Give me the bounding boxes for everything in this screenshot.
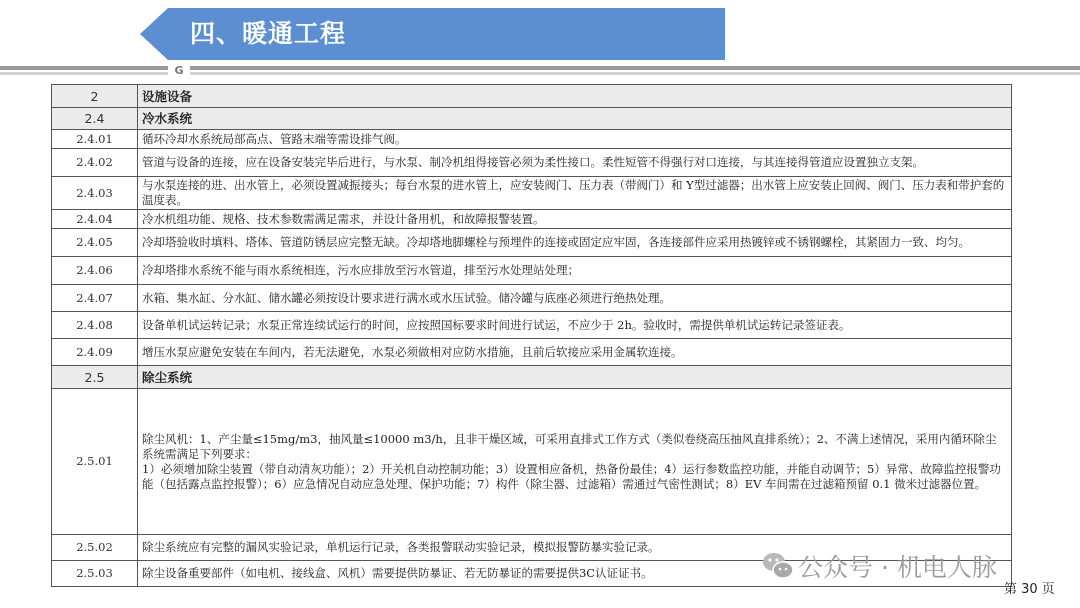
- section-code: 2.5: [52, 366, 138, 389]
- item-text: 水箱、集水缸、分水缸、储水罐必须按设计要求进行满水或水压试验。储冷罐与底座必须进行绝热处理。: [138, 285, 1012, 312]
- item-text: 除尘系统应有完整的漏风实验记录，单机运行记录，各类报警联动实验记录，模拟报警防暴实验记录。: [138, 535, 1012, 561]
- table-header-row: [52, 85, 1012, 108]
- item-code: 2.4.05: [52, 229, 138, 257]
- page-number: 第 30 页: [1004, 582, 1055, 597]
- item-text: 除尘风机：1、产尘量≤15mg/m3，抽风量≤10000 m3/h，且非干燥区域，可采用直排式工作方式（类似卷绕高压抽风直排系统）；2、不满上述情况，采用内循环除尘系统需满足下列要求： 1）必须增加除尘装置（带自动清灰功能）；2）开关机自动控制功能；3）设置相应备机，热备份最佳；4）运行参数监控功能，并能自动调节；5）异常、故障监控报警功能（包括露点监控报警）；6）应急情况自动应急处理、保护功能；7）构件（除尘器、过滤箱）需通过气密性测试；8）EV 车间需在过滤箱预留 0.1 微米过滤器位置。: [138, 389, 1012, 535]
- header-rule: [0, 66, 1080, 70]
- section-code: 2.4: [52, 108, 138, 130]
- item-code: 2.4.04: [52, 210, 138, 229]
- section-title: 冷水系统: [138, 108, 1012, 130]
- section-banner: [140, 8, 725, 60]
- item-code: 2.4.09: [52, 339, 138, 366]
- item-code: 2.4.01: [52, 130, 138, 149]
- item-text: 冷却塔排水系统不能与雨水系统相连，污水应排放至污水管道，排至污水处理站处理；: [138, 257, 1012, 285]
- item-text: 冷水机组功能、规格、技术参数需满足需求，并设计备用机，和故障报警装置。: [138, 210, 1012, 229]
- table-row: [52, 229, 1012, 257]
- table-row: [52, 339, 1012, 366]
- item-code: 2.5.02: [52, 535, 138, 561]
- item-text: 设备单机试运转记录；水泵正常连续试运行的时间，应按照国标要求时间进行试运，不应少于 2h。验收时，需提供单机试运转记录签证表。: [138, 312, 1012, 339]
- item-text: 增压水泵应避免安装在车间内，若无法避免，水泵必须做相对应防水措施，且前后软接应采用金属软连接。: [138, 339, 1012, 366]
- item-code: 2.4.07: [52, 285, 138, 312]
- header-code: 2: [52, 85, 138, 108]
- table-row: [52, 312, 1012, 339]
- section-header-row: [52, 108, 1012, 130]
- item-text: 冷却塔验收时填料、塔体、管道防锈层应完整无缺。冷却塔地脚螺栓与预埋件的连接或固定应牢固，各连接部件应采用热镀锌或不锈钢螺栓，其紧固力一致、均匀。: [138, 229, 1012, 257]
- item-text: 与水泵连接的进、出水管上，必须设置减振接头；每台水泵的进水管上，应安装阀门、压力表（带阀门）和 Y型过滤器；出水管上应安装止回阀、阀门、压力表和带护套的温度表。: [138, 177, 1012, 210]
- item-code: 2.4.03: [52, 177, 138, 210]
- table-row: [52, 177, 1012, 210]
- table-row: [52, 389, 1012, 535]
- section-title: 除尘系统: [138, 366, 1012, 389]
- item-text: 除尘设备重要部件（如电机、接线盒、风机）需要提供防暴证、若无防暴证的需要提供3C认证证书。: [138, 561, 1012, 587]
- table-row: [52, 130, 1012, 149]
- header-rule-light: [0, 72, 1080, 75]
- header-title: 设施设备: [138, 85, 1012, 108]
- specification-table: [51, 84, 1012, 587]
- item-code: 2.5.03: [52, 561, 138, 587]
- watermark-text: 公众号 · 机电人脉: [798, 553, 997, 582]
- item-code: 2.4.08: [52, 312, 138, 339]
- item-text: 循环冷却水系统局部高点、管路末端等需设排气阀。: [138, 130, 1012, 149]
- section-header-row: [52, 366, 1012, 389]
- table-row: [52, 285, 1012, 312]
- item-text: 管道与设备的连接，应在设备安装完毕后进行，与水泵、制冷机组得接管必须为柔性接口。柔性短管不得强行对口连接，与其连接得管道应设置独立支架。: [138, 149, 1012, 177]
- table-row: [52, 210, 1012, 229]
- company-logo: G: [168, 64, 190, 77]
- table-row: [52, 257, 1012, 285]
- page-title: 四、暖通工程: [190, 19, 347, 48]
- wechat-icon: [762, 550, 794, 582]
- table-row: [52, 149, 1012, 177]
- item-code: 2.5.01: [52, 389, 138, 535]
- item-code: 2.4.06: [52, 257, 138, 285]
- item-code: 2.4.02: [52, 149, 138, 177]
